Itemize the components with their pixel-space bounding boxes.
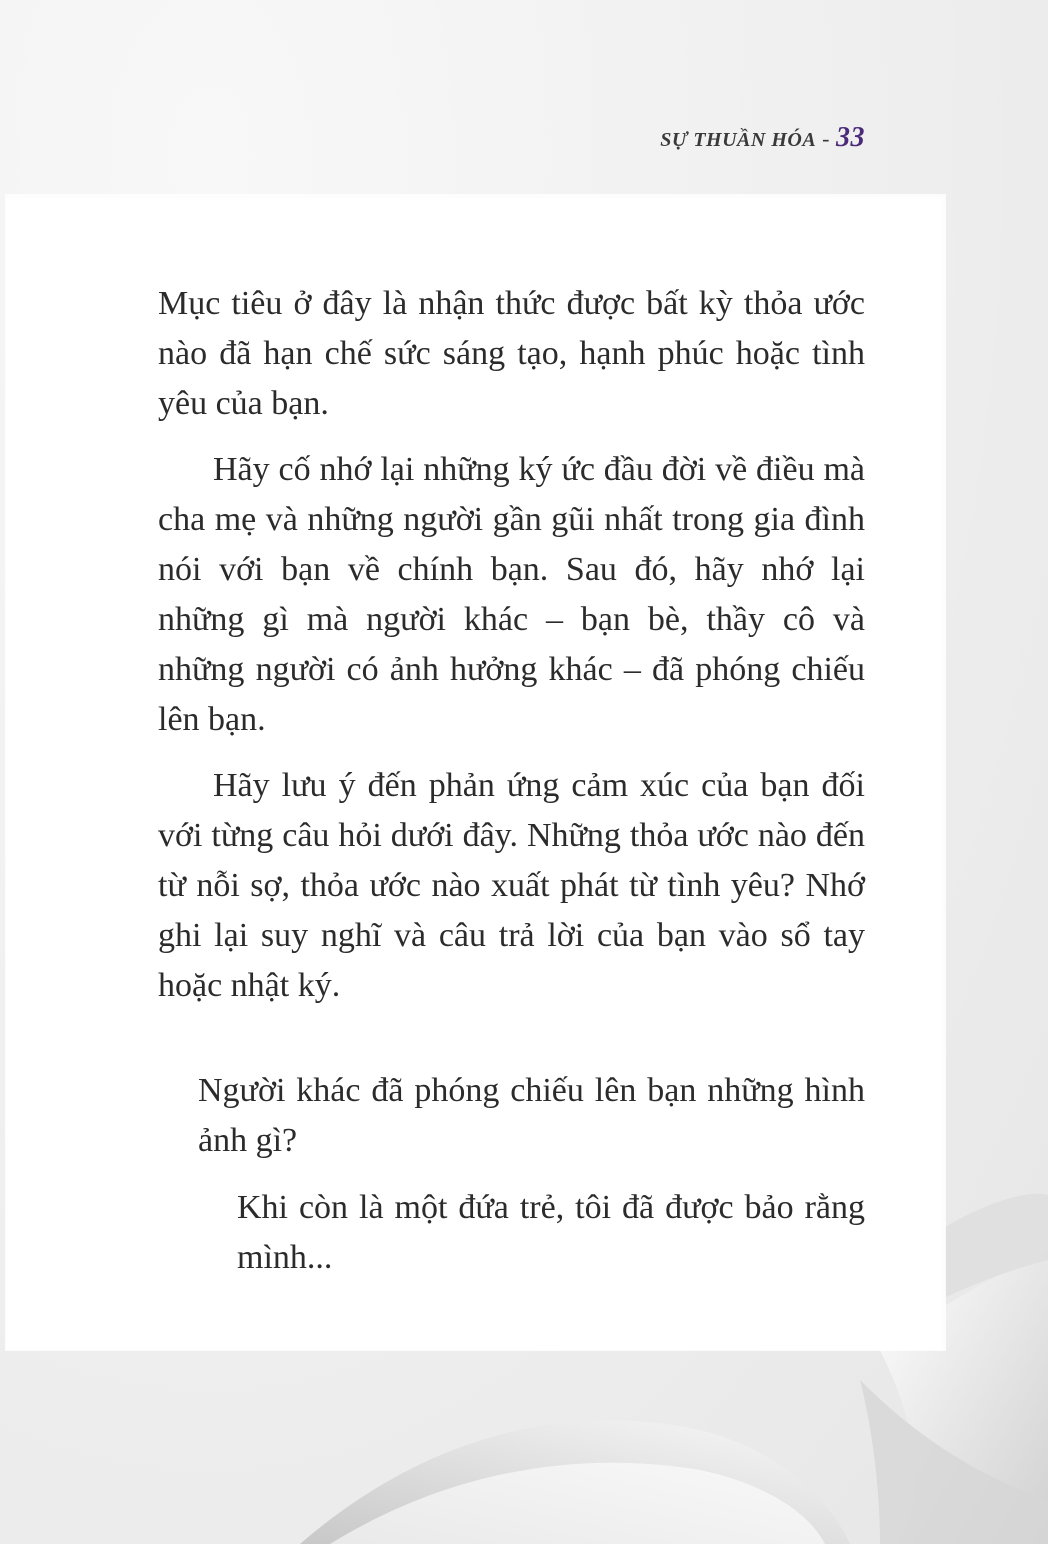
exercise-question: Người khác đã phóng chiếu lên bạn những hình ảnh gì?	[198, 1072, 865, 1159]
panel-bottom-border	[6, 1346, 870, 1349]
page-number: 33	[836, 122, 865, 153]
paragraph-1: Mục tiêu ở đây là nhận thức được bất kỳ thỏa ước nào đã hạn chế sức sáng tạo, hạnh phúc hoặc tình yêu của bạn.	[158, 285, 865, 422]
header-separator: -	[822, 126, 830, 151]
exercise-prompt: Khi còn là một đứa trẻ, tôi đã được bảo rằng mình...	[237, 1189, 865, 1276]
running-header	[660, 122, 865, 154]
chapter-title: SỰ THUẦN HÓA	[660, 129, 817, 151]
paragraph-3: Hãy lưu ý đến phản ứng cảm xúc của bạn đối với từng câu hỏi dưới đây. Những thỏa ước nào đến từ nỗi sợ, thỏa ước nào xuất phát từ tình yêu? Nhớ ghi lại suy nghĩ và câu trả lời của bạn vào sổ tay hoặc nhật ký.	[158, 767, 865, 1004]
paragraph-2: Hãy cố nhớ lại những ký ức đầu đời về điều mà cha mẹ và những người gần gũi nhất trong gia đình nói với bạn về chính bạn. Sau đó, hãy nhớ lại những gì mà người khác – bạn bè, thầy cô và những người có ảnh hưởng khác – đã phóng chiếu lên bạn.	[158, 451, 865, 738]
